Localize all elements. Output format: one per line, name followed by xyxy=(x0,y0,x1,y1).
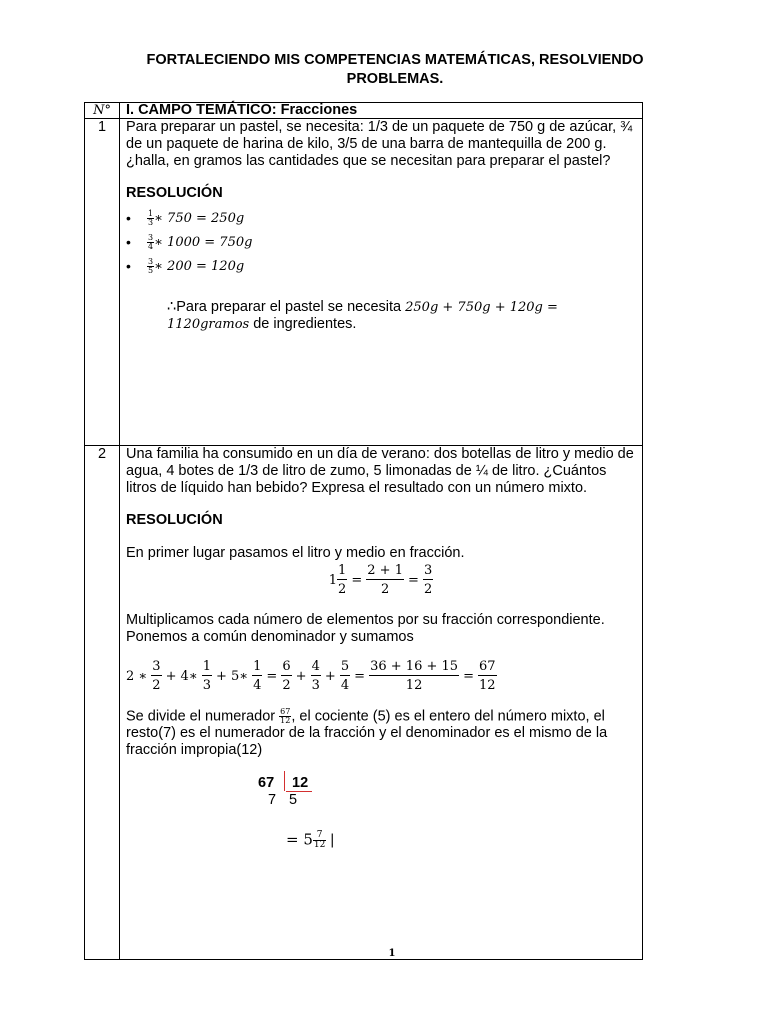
result-fraction: $\frac{7}{12}$ xyxy=(313,830,326,851)
problem-1-content xyxy=(120,119,643,446)
remainder: 7 xyxy=(268,792,277,809)
dividend: 67 xyxy=(258,775,275,792)
title-line-1: FORTALECIENDO MIS COMPETENCIAS MATEMÁTICAS, RESOLVIENDO xyxy=(146,52,644,68)
problem-1-resolution-label: RESOLUCIÓN xyxy=(126,185,223,201)
conclusion-total: 1120𝑔𝑟𝑎𝑚𝑜𝑠 xyxy=(167,317,250,332)
title-line-2: PROBLEMAS. xyxy=(346,71,444,87)
step-expression: ∗ 1000 = 750𝑔 xyxy=(154,234,253,250)
fraction: $\frac{2 + 1}{2}$ xyxy=(367,563,403,597)
fraction: $\frac{4}{3}$ xyxy=(311,659,320,693)
fraction: $\frac{1}{3}$ xyxy=(202,659,211,693)
inline-fraction: $\frac{67}{12}$ xyxy=(280,707,291,725)
step-fraction: • $\frac{1}{3}$ xyxy=(148,208,154,227)
fraction: $\frac{3}{2}$ xyxy=(152,659,161,693)
division-bracket xyxy=(284,771,285,791)
long-division xyxy=(126,759,636,839)
header-topic-cell: I. CAMPO TEMÁTICO: Fracciones xyxy=(120,103,643,119)
quotient: 5 xyxy=(289,792,298,809)
step-expression: ∗ 750 = 250𝑔 xyxy=(154,210,245,226)
conclusion-end: de ingredientes. xyxy=(249,316,357,332)
fraction: $\frac{5}{4}$ xyxy=(340,659,350,693)
problem-1-number: 1 xyxy=(85,119,120,446)
problem-1-conclusion xyxy=(126,299,636,333)
mixed-to-fraction-equation: 1 $\frac{1}{2}$ = $\frac{2 + 1}{2}$ = $\frac{3}{2}$ xyxy=(328,563,433,597)
problems-table xyxy=(84,102,643,960)
step-fraction: • $\frac{3}{4}$ xyxy=(148,232,154,251)
text-cursor: | xyxy=(330,832,335,849)
fraction: $\frac{36 + 16 + 15}{12}$ xyxy=(370,659,459,693)
fraction: $\frac{1}{4}$ xyxy=(253,659,262,693)
conclusion-sum: 250𝑔 + 750𝑔 + 120𝑔 = xyxy=(405,300,558,315)
problem-row-1 xyxy=(85,119,643,446)
fraction: $\frac{6}{2}$ xyxy=(282,659,291,693)
sum-equation: 2 ∗ $\frac{3}{2}$ + 4∗ $\frac{1}{3}$ + 5∗ $\frac{1}{4}$ = $\frac{6}{2}$ + $\frac{4}{3}$ + $\frac{5}{4}$ = $\frac{36 + 16 + 15}{12}$ = $\frac{67}{12}$ xyxy=(126,659,496,693)
step-fraction: • $\frac{3}{5}$ xyxy=(148,256,154,275)
table-header-row xyxy=(85,103,643,119)
step-item xyxy=(147,230,636,254)
problem-2-content xyxy=(120,446,643,960)
fraction: $\frac{67}{12}$ xyxy=(479,659,496,693)
problem-1-steps xyxy=(126,206,636,278)
problem-2-number: 2 xyxy=(85,446,120,960)
problem-2-resolution-label: RESOLUCIÓN xyxy=(126,512,223,528)
problem-2-statement: Una familia ha consumido en un día de verano: dos botellas de litro y medio de agua, 4 botes de 1/3 de litro de zumo, 5 limonadas de ¼ de litro. ¿Cuántos litros de líquido han bebido? Expresa el resultado con un número mixto. xyxy=(126,446,634,496)
step-expression: ∗ 200 = 120𝑔 xyxy=(154,258,245,274)
conclusion-text: Para preparar el pastel se necesita xyxy=(176,299,406,315)
problem-row-2 xyxy=(85,446,643,960)
problem-2-intro: En primer lugar pasamos el litro y medio en fracción. xyxy=(126,545,465,561)
step-item xyxy=(147,254,636,278)
problem-2-division-explanation: Se divide el numerador $\frac{67}{12}$ , el cociente (5) es el entero del número mixto, el resto(7) es el numerador de la fracción y el denominador es el mismo de la fracción impropia(12) xyxy=(126,707,608,759)
step-item xyxy=(147,206,636,230)
therefore-symbol: ∴ xyxy=(167,299,177,315)
fraction: $\frac{3}{2}$ xyxy=(423,563,433,597)
page-number: 1 xyxy=(388,948,396,959)
problem-1-statement: Para preparar un pastel, se necesita: 1/3 de un paquete de 750 g de azúcar, ¾ de un paquete de harina de kilo, 3/5 de una barra de mantequilla de 200 g. ¿halla, en gramos las cantidades que se necesitan para preparar el pastel? xyxy=(126,119,633,169)
mixed-number-result: = 5 $\frac{7}{12}$ | xyxy=(286,830,335,851)
fraction: $\frac{1}{2}$ xyxy=(338,563,347,597)
divisor: 12 xyxy=(292,775,309,792)
problem-2-explanation: Multiplicamos cada número de elementos por su fracción correspondiente. Ponemos a común denominador y sumamos xyxy=(126,612,605,645)
header-number-cell: N° xyxy=(85,103,120,119)
document-title xyxy=(90,51,700,89)
